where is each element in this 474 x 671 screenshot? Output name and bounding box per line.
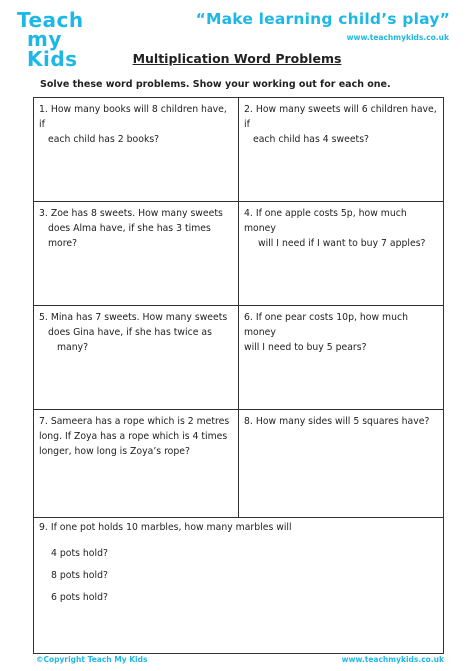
question-4-line-1: 4. If one apple costs 5p, how much money — [244, 208, 407, 234]
question-1-line-1: 1. How many books will 8 children have, if — [39, 104, 227, 130]
question-9-part-1: 4 pots hold? — [51, 548, 108, 559]
question-6-line-1: 6. If one pear costs 10p, how much money — [244, 312, 408, 338]
question-8 — [239, 410, 443, 518]
instructions: Solve these word problems. Show your working out for each one. — [40, 79, 391, 90]
question-7-line-2: long. If Zoya has a rope which is 4 times — [39, 431, 228, 442]
question-7 — [34, 410, 239, 518]
header-website-link[interactable]: www.teachmykids.co.uk — [346, 33, 449, 42]
question-2-line-1: 2. How many sweets will 6 children have, if — [244, 104, 437, 130]
question-1 — [34, 98, 239, 202]
question-3-line-2: does Alma have, if she has 3 times more? — [48, 223, 211, 249]
question-6 — [239, 306, 443, 410]
logo-kids-text: my Kids — [27, 27, 78, 71]
question-4-line-2: will I need if I want to buy 7 apples? — [258, 238, 426, 249]
question-2-line-2: each child has 4 sweets? — [253, 134, 369, 145]
footer-copyright: ©Copyright Teach My Kids — [36, 655, 148, 664]
logo-teach-text: Teach — [17, 8, 84, 32]
question-7-line-1: 7. Sameera has a rope which is 2 metres — [39, 416, 230, 427]
question-5-line-3: many? — [57, 342, 89, 353]
page-title: Multiplication Word Problems — [132, 51, 342, 66]
question-8-line-1: 8. How many sides will 5 squares have? — [244, 416, 430, 427]
footer-website-link[interactable]: www.teachmykids.co.uk — [341, 655, 444, 664]
question-5-line-2: does Gina have, if she has twice as — [48, 327, 212, 338]
question-4 — [239, 202, 443, 306]
question-9-text: 9. If one pot holds 10 marbles, how many marbles will — [39, 522, 292, 533]
tagline: “Make learning child’s play” — [195, 10, 450, 28]
question-7-line-3: longer, how long is Zoya’s rope? — [39, 446, 190, 457]
question-5-line-1: 5. Mina has 7 sweets. How many sweets — [39, 312, 228, 323]
question-3-line-1: 3. Zoe has 8 sweets. How many sweets — [39, 208, 223, 219]
question-9 — [34, 518, 443, 653]
logo — [17, 8, 105, 71]
question-2 — [239, 98, 443, 202]
problems-grid — [33, 97, 444, 654]
question-6-line-2: will I need to buy 5 pears? — [244, 342, 367, 353]
question-5 — [34, 306, 239, 410]
question-9-part-2: 8 pots hold? — [51, 570, 108, 581]
question-9-part-3: 6 pots hold? — [51, 592, 108, 603]
question-3 — [34, 202, 239, 306]
question-1-line-2: each child has 2 books? — [48, 134, 160, 145]
